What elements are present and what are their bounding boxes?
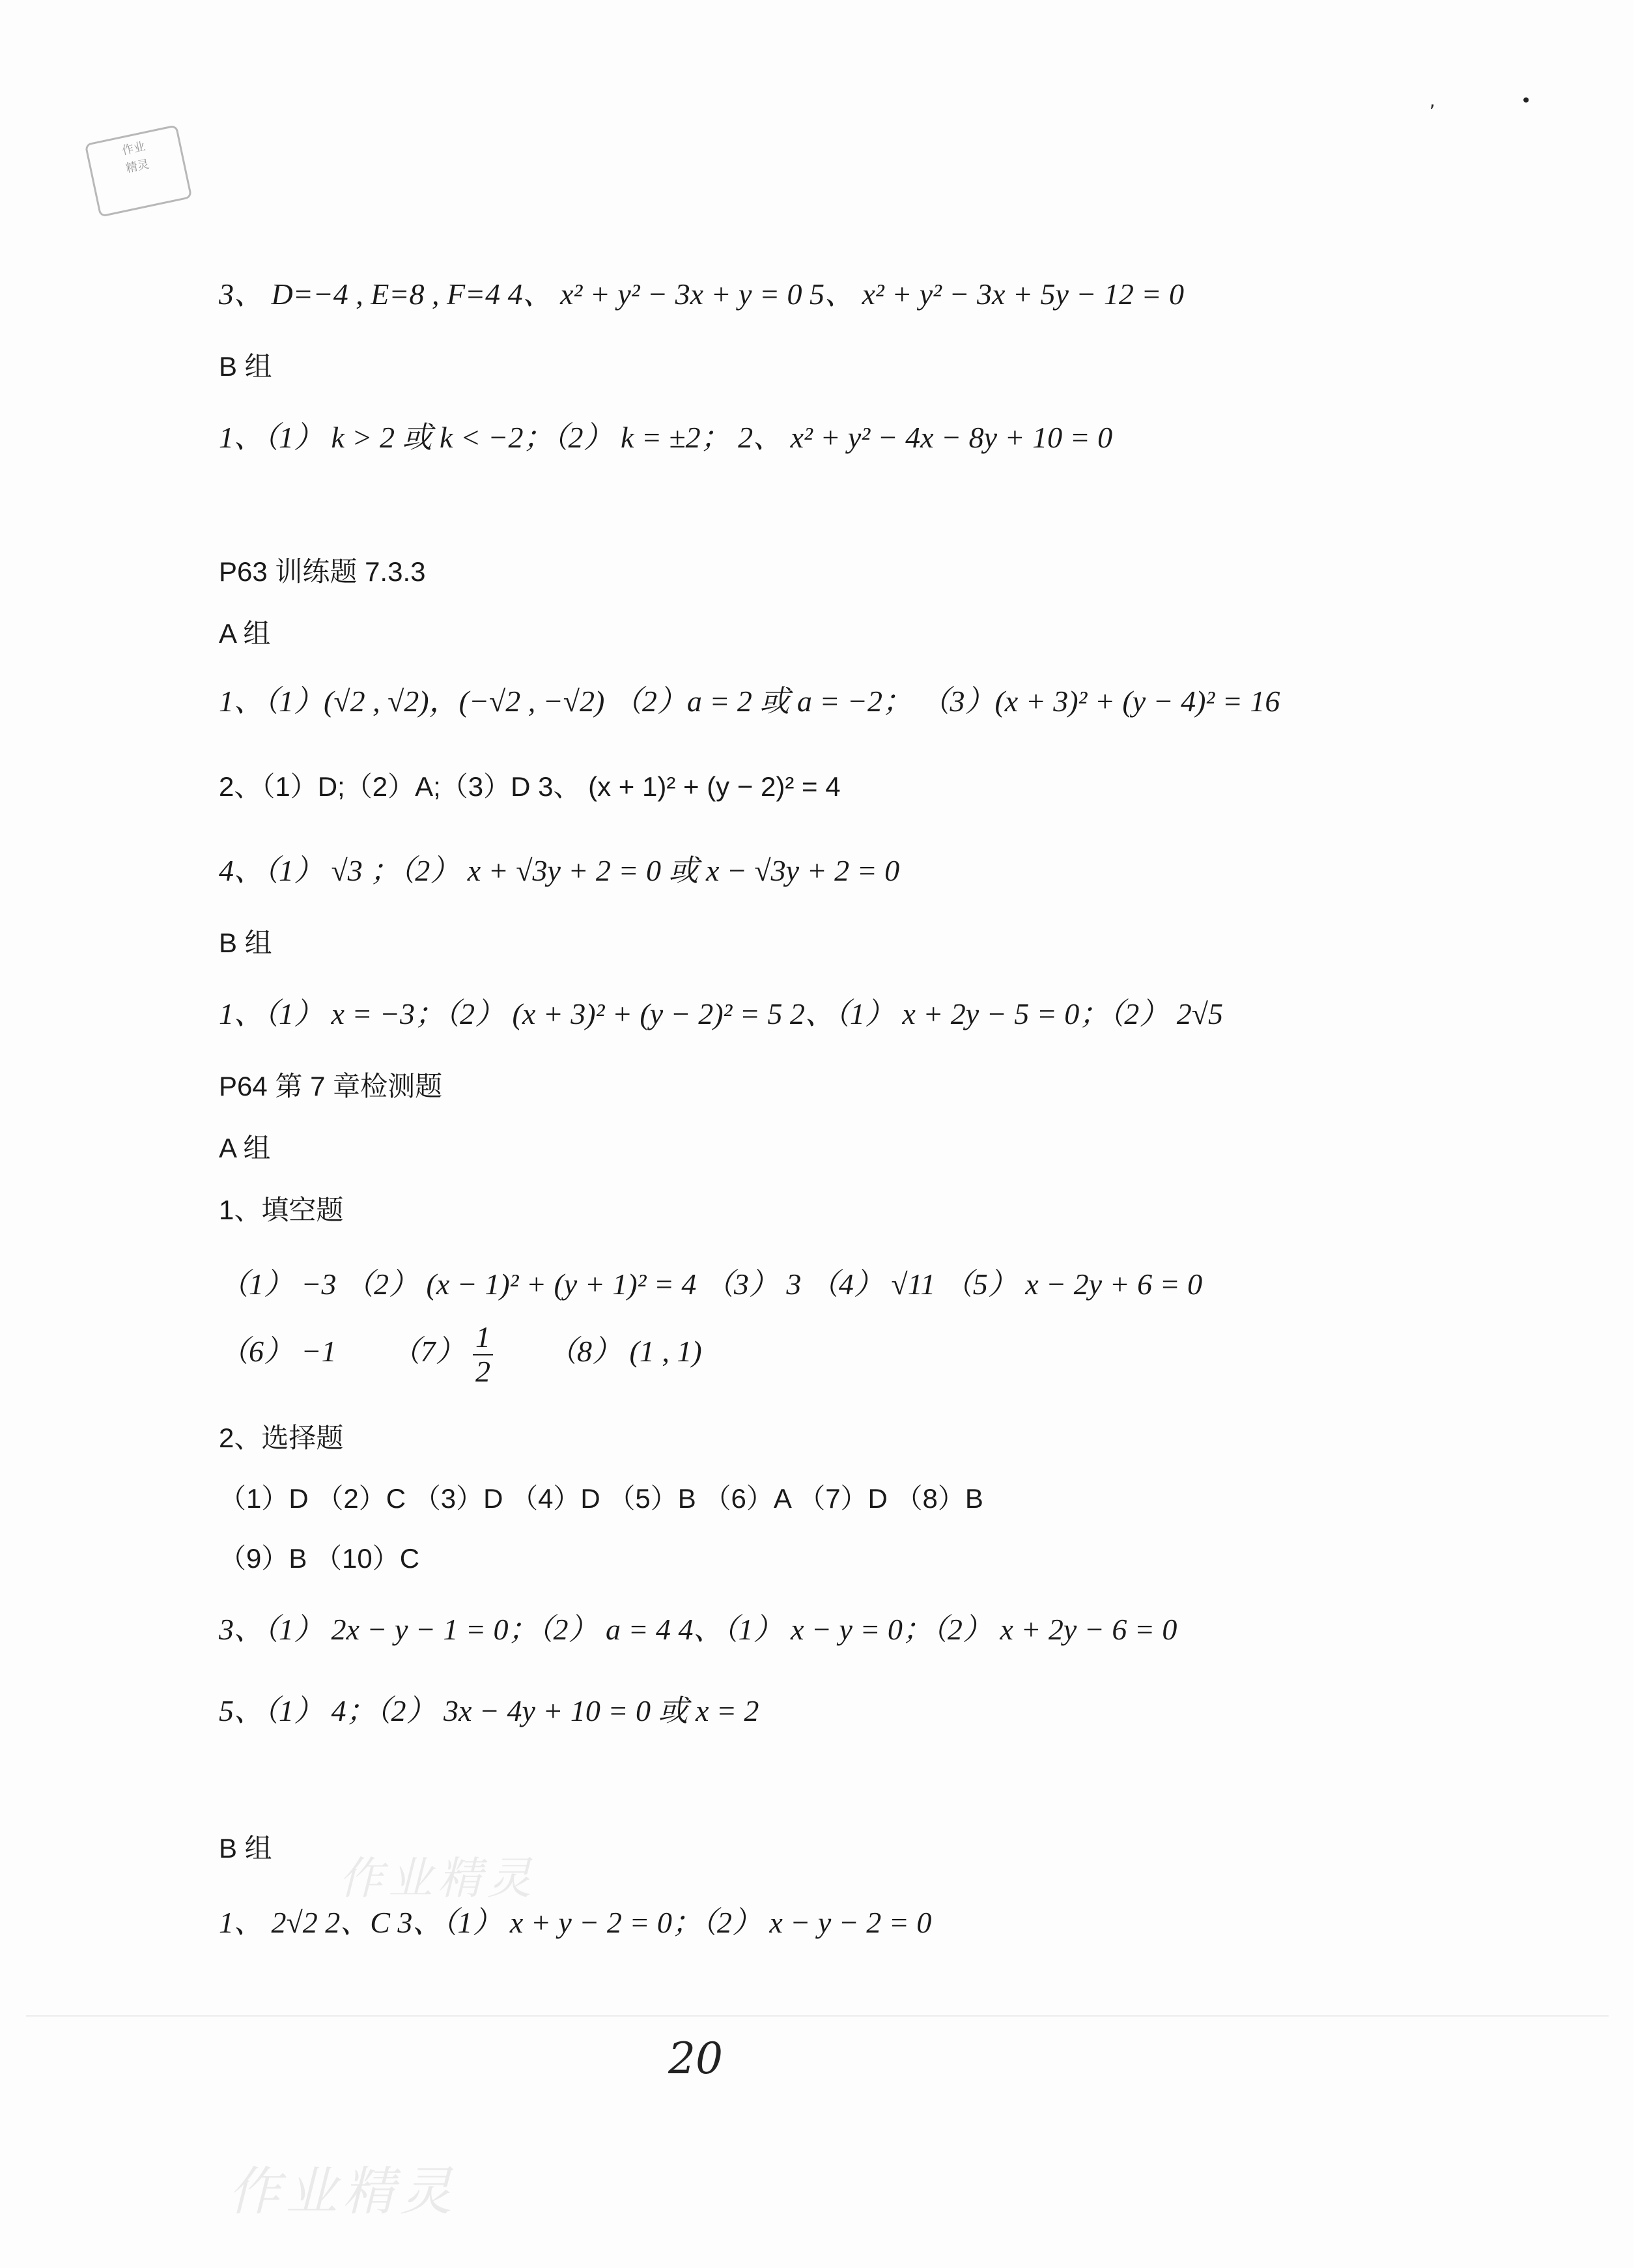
answer-line-1: 3、 D=−4 , E=8 , F=4 4、 x² + y² − 3x + y = 0 5、 x² + y² − 3x + 5y − 12 = 0 [219, 277, 1184, 311]
section-a-2: A 组 [219, 1133, 271, 1163]
heading-p64: P64 第 7 章检测题 [219, 1071, 443, 1101]
choice-line-2: （9）B （10）C [219, 1543, 420, 1574]
mark-comma: , [1430, 90, 1435, 111]
stamp-text-2: 精灵 [124, 157, 150, 176]
fraction-numerator: 1 [473, 1321, 493, 1355]
answer-line-3: 1、（1）(√2 , √2)，(−√2 , −√2) （2）a = 2 或 a = −2； （3）(x + 3)² + (y − 4)² = 16 [219, 685, 1280, 718]
answer-line-9: 1、 2√2 2、C 3、（1） x + y − 2 = 0；（2） x − y − 2 = 0 [219, 1906, 932, 1939]
heading-p63: P63 训练题 7.3.3 [219, 556, 426, 587]
choice-heading: 2、选择题 [219, 1423, 344, 1453]
fill-blank-heading: 1、填空题 [219, 1195, 344, 1225]
fill-blank-line-1: （1） −3 （2） (x − 1)² + (y + 1)² = 4 （3） 3 （4） √11 （5） x − 2y + 6 = 0 [219, 1268, 1203, 1301]
section-b: B 组 [219, 351, 272, 382]
watermark-2: 作业精灵 [228, 2161, 457, 2222]
answer-line-4: 2、（1）D;（2）A;（3）D 3、 (x + 1)² + (y − 2)² = 4 [219, 771, 841, 802]
fill-blank-7-label: （7） [390, 1335, 466, 1368]
mark-dot: • [1521, 90, 1532, 111]
section-b-2: B 组 [219, 928, 272, 958]
choice-line-1: （1）D （2）C （3）D （4）D （5）B （6）A （7）D （8）B [219, 1483, 983, 1514]
fill-blank-line-2 [219, 1321, 702, 1388]
fill-blank-6: （6） −1 [219, 1335, 337, 1368]
divider [26, 2015, 1609, 2017]
section-b-3: B 组 [219, 1833, 272, 1864]
answer-line-7: 3、（1） 2x − y − 1 = 0；（2） a = 4 4、（1） x − y = 0；（2） x + 2y − 6 = 0 [219, 1613, 1177, 1646]
fraction-one-half [473, 1321, 493, 1388]
answer-line-5: 4、（1） √3 ；（2） x + √3y + 2 = 0 或 x − √3y + 2 = 0 [219, 854, 900, 887]
answer-line-2: 1、（1） k > 2 或 k < −2；（2） k = ±2； 2、 x² + y² − 4x − 8y + 10 = 0 [219, 421, 1113, 454]
page-number: 20 [668, 2034, 723, 2084]
answer-line-6: 1、（1） x = −3；（2） (x + 3)² + (y − 2)² = 5 2、（1） x + 2y − 5 = 0；（2） 2√5 [219, 997, 1224, 1030]
section-a: A 组 [219, 618, 271, 649]
watermark-1: 作业精灵 [339, 1853, 537, 1905]
fill-blank-8: （8） (1 , 1) [547, 1335, 702, 1368]
fraction-denominator: 2 [475, 1354, 491, 1388]
answer-line-8: 5、（1） 4；（2） 3x − 4y + 10 = 0 或 x = 2 [219, 1694, 759, 1727]
stamp-logo [85, 124, 193, 218]
stamp-text-1: 作业 [120, 139, 147, 158]
